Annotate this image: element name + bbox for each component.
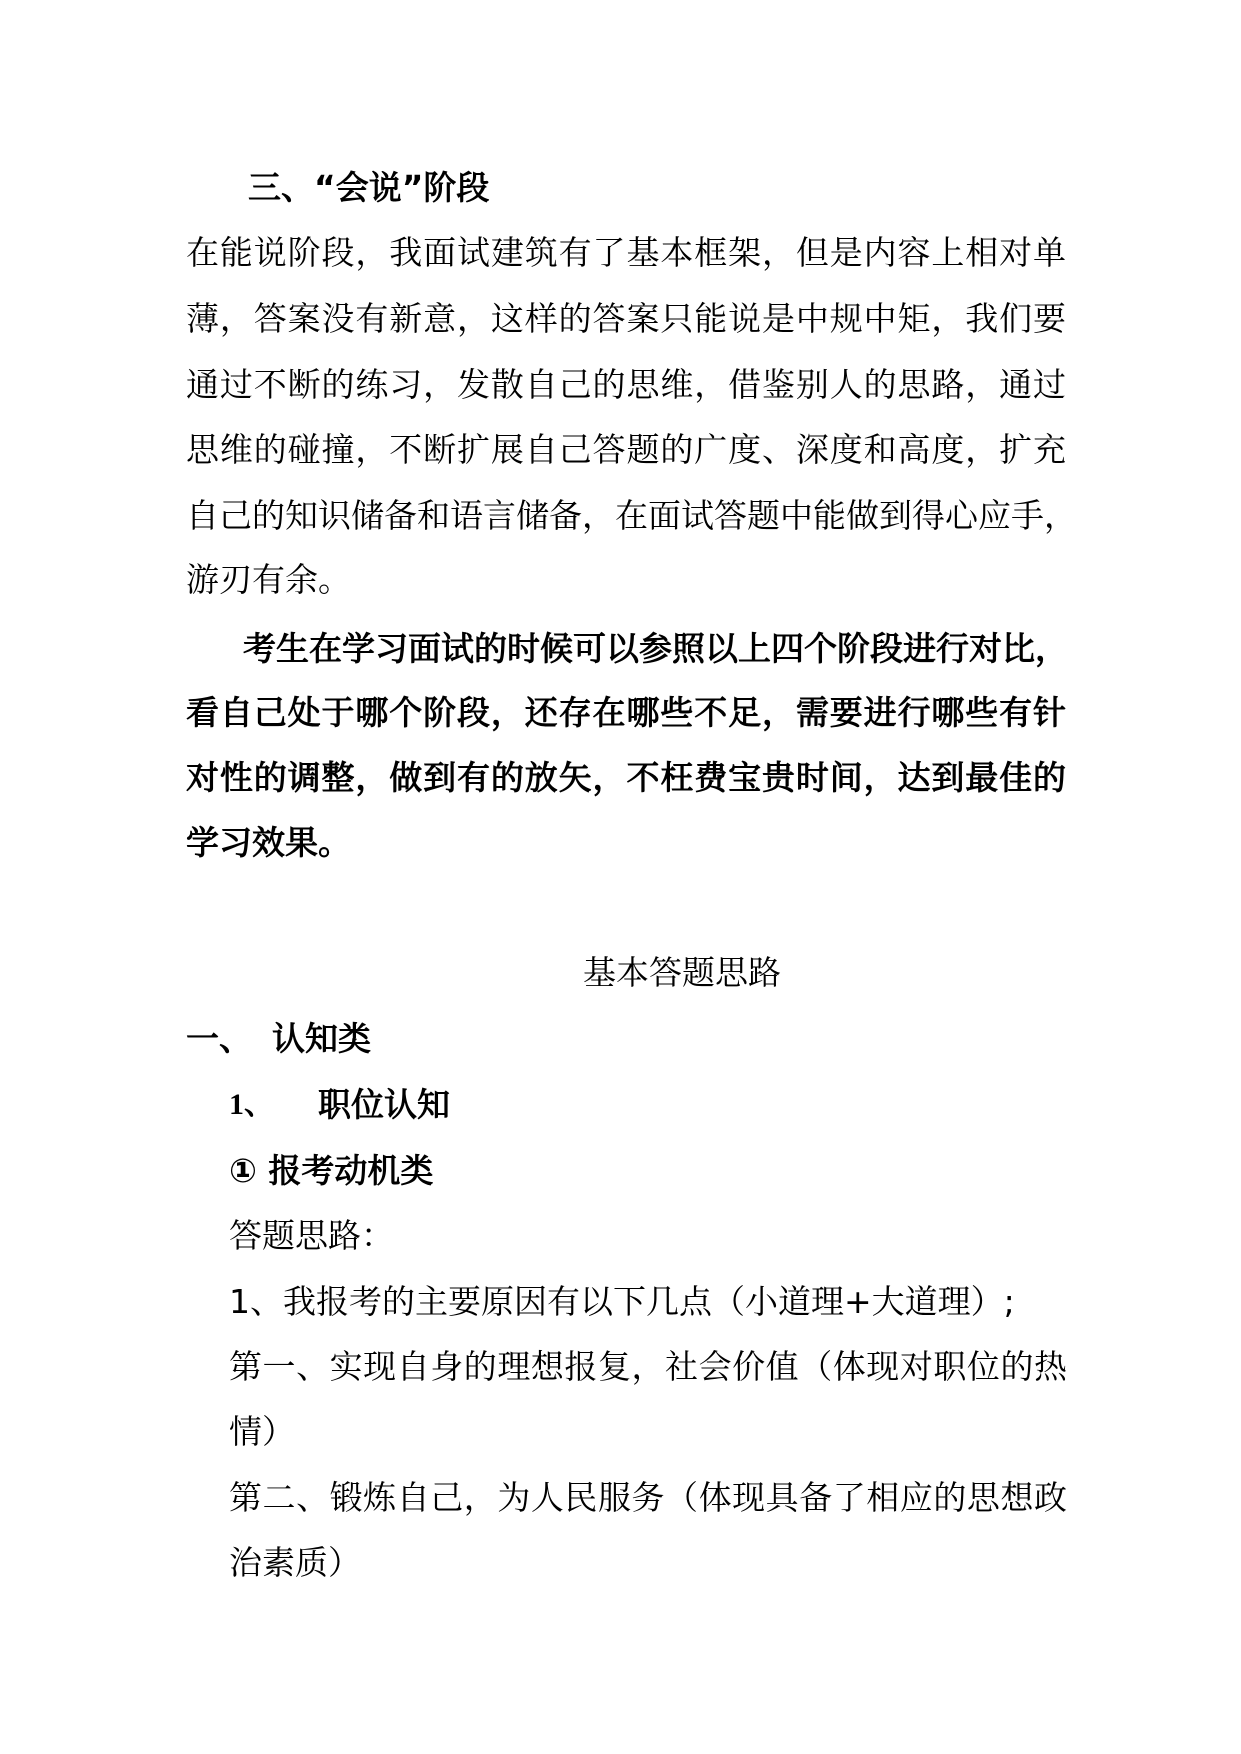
subcategory-number: 1、	[229, 1088, 274, 1121]
paragraph-line: 治素质）	[229, 1543, 361, 1582]
category-heading: 认知类	[272, 1019, 371, 1058]
approach-label: 答题思路：	[229, 1216, 394, 1255]
paragraph-line: 在能说阶段，我面试建筑有了基本框架，但是内容上相对单	[186, 233, 1066, 272]
section-title: 基本答题思路	[583, 953, 781, 992]
paragraph-line: 情）	[229, 1412, 295, 1451]
paragraph-line: 考生在学习面试的时候可以参照以上四个阶段进行对比，	[243, 629, 1068, 668]
paragraph-line: 第一、实现自身的理想报复，社会价值（体现对职位的热	[229, 1347, 1067, 1386]
paragraph-line: 对性的调整，做到有的放矢，不枉费宝贵时间，达到最佳的	[186, 758, 1066, 797]
paragraph-line: 第二、锻炼自己，为人民服务（体现具备了相应的思想政	[229, 1478, 1067, 1517]
paragraph-line: 看自己处于哪个阶段，还存在哪些不足，需要进行哪些有针	[186, 693, 1066, 732]
section-3-heading: 三、“会说”阶段	[248, 168, 490, 207]
paragraph-line: 自己的知识储备和语言储备，在面试答题中能做到得心应手，	[186, 496, 1077, 535]
paragraph-line: 1、我报考的主要原因有以下几点（小道理+大道理）;	[229, 1282, 1015, 1321]
subcategory-heading: 职位认知	[318, 1085, 450, 1124]
paragraph-line: 学习效果。	[186, 823, 351, 862]
paragraph-line: 游刃有余。	[186, 560, 351, 599]
paragraph-line: 通过不断的练习，发散自己的思维，借鉴别人的思路，通过	[186, 365, 1066, 404]
paragraph-line: 薄，答案没有新意，这样的答案只能说是中规中矩，我们要	[186, 299, 1066, 338]
category-number: 一、	[186, 1019, 252, 1058]
paragraph-line: 思维的碰撞，不断扩展自己答题的广度、深度和高度，扩充	[186, 430, 1066, 469]
item-heading: ① 报考动机类	[229, 1151, 434, 1190]
